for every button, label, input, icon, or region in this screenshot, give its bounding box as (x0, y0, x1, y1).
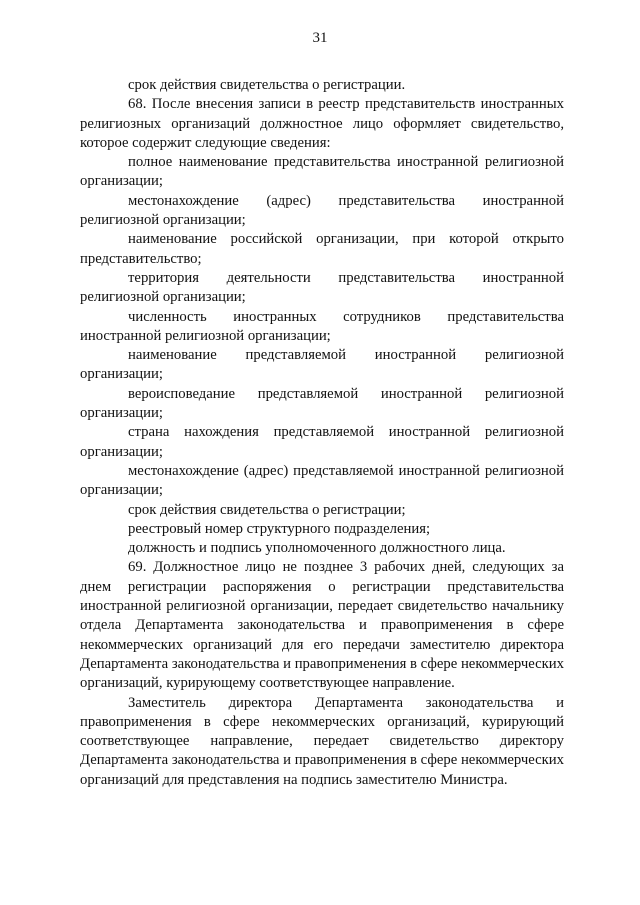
list-item-validity: срок действия свидетельства о регистрации; (128, 501, 406, 518)
page-number: 31 (312, 30, 328, 46)
list-item-represented-org-address: местонахождение (адрес) представляемой иностранной религиозной организации; (80, 462, 564, 499)
list-item-country: страна нахождения представляемой иностранной религиозной организации; (80, 424, 564, 460)
list-item-russian-org: наименование российской организации, при которой открыто представительство; (80, 231, 564, 267)
list-item-territory: территория деятельности представительства иностранной религиозной организации; (80, 269, 564, 306)
list-item-registry-number: реестровый номер структурного подразделения; (128, 520, 431, 537)
list-item-full-name: полное наименование представительства иностранной религиозной организации; (80, 154, 564, 190)
list-item-religion: вероисповедание представляемой иностранной религиозной организации; (80, 385, 564, 422)
list-item-staff-count: численность иностранных сотрудников представительства иностранной религиозной организации; (80, 308, 564, 344)
list-item-signature: должность и подпись уполномоченного должностного лица. (128, 540, 506, 557)
paragraph-term-end: срок действия свидетельства о регистрации. (128, 77, 406, 93)
document-body (80, 76, 564, 790)
paragraph-69: 69. Должностное лицо не позднее 3 рабочих дней, следующих за днем регистрации распоряжения о регистрации представительства иностранной религиозной организации, передает свидетельство начальнику отдела Департамента законодательства и правоприменения в сфере некоммерческих организаций для его передачи заместителю директора Департамента законодательства и правоприменения в сфере некоммерческих организаций, курирующему соответствующее направление. (80, 559, 564, 692)
list-item-represented-org-name: наименование представляемой иностранной религиозной организации; (80, 347, 564, 383)
paragraph-deputy-director: Заместитель директора Департамента законодательства и правоприменения в сфере некоммерческих организаций, курирующий соответствующее направление, передает свидетельство директору Департамента законодательства и правоприменения в сфере некоммерческих организаций для представления на подпись заместителю Министра. (80, 694, 564, 788)
paragraph-68: 68. После внесения записи в реестр представительств иностранных религиозных организаций должностное лицо оформляет свидетельство, которое содержит следующие сведения: (80, 96, 564, 151)
list-item-address: местонахождение (адрес) представительства иностранной религиозной организации; (80, 192, 564, 229)
